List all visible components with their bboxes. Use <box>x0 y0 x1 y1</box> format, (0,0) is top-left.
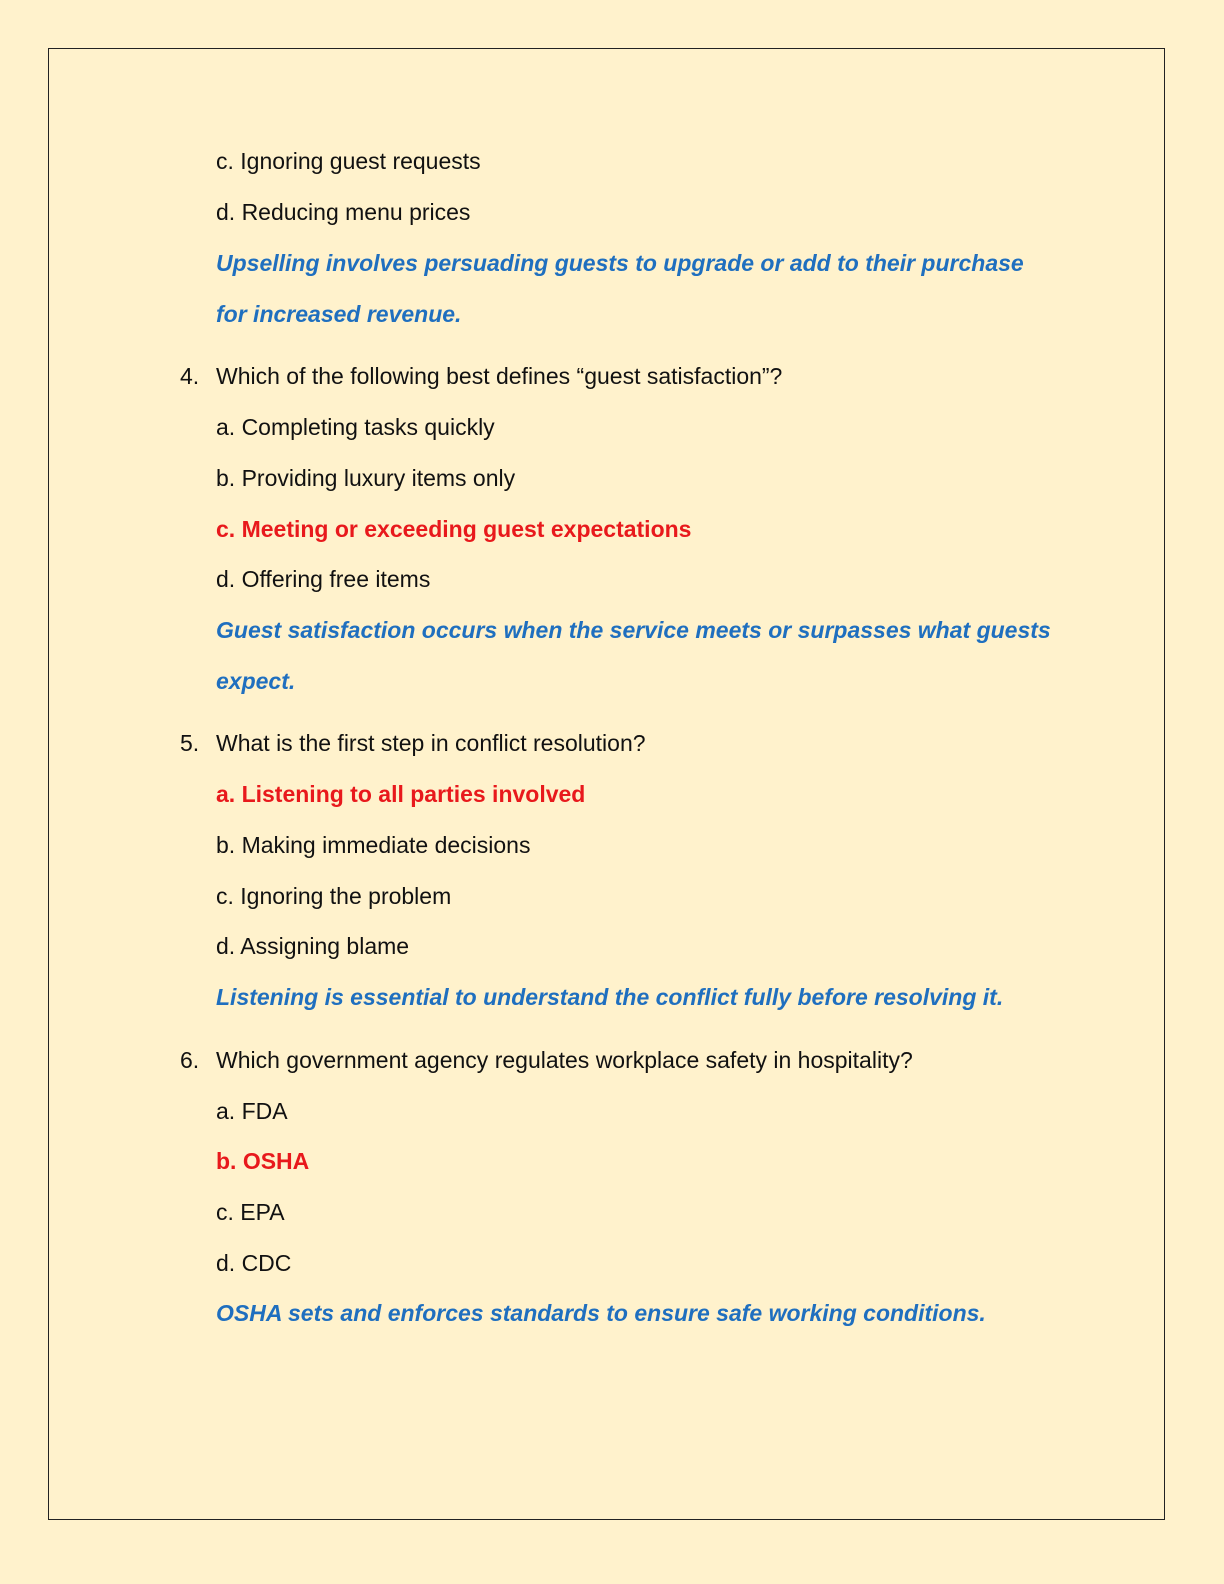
question-number-4: 4. <box>180 363 200 389</box>
option-q4-a: a. Completing tasks quickly <box>216 414 495 440</box>
explanation-q6-line1: OSHA sets and enforces standards to ensure safe working conditions. <box>216 1300 986 1326</box>
question-number-6: 6. <box>180 1047 200 1073</box>
question-text-4: Which of the following best defines “guest satisfaction”? <box>216 363 783 389</box>
option-q6-b-correct: b. OSHA <box>216 1148 310 1174</box>
option-q4-c-correct: c. Meeting or exceeding guest expectations <box>216 516 692 542</box>
option-q4-b: b. Providing luxury items only <box>216 465 516 491</box>
explanation-q5-line1: Listening is essential to understand the conflict fully before resolving it. <box>216 984 1004 1010</box>
option-q5-b: b. Making immediate decisions <box>216 832 531 858</box>
question-text-6: Which government agency regulates workplace safety in hospitality? <box>216 1047 913 1073</box>
option-q6-a: a. FDA <box>216 1098 288 1124</box>
explanation-q4-line1: Guest satisfaction occurs when the service meets or surpasses what guests <box>216 617 1051 643</box>
explanation-q3-line2: for increased revenue. <box>216 301 462 327</box>
explanation-q3-line1: Upselling involves persuading guests to upgrade or add to their purchase <box>216 250 1024 276</box>
option-q4-d: d. Offering free items <box>216 566 431 592</box>
option-q5-d: d. Assigning blame <box>216 933 410 959</box>
option-q3-c: c. Ignoring guest requests <box>216 148 481 174</box>
option-q5-c: c. Ignoring the problem <box>216 883 452 909</box>
option-q3-d: d. Reducing menu prices <box>216 199 471 225</box>
option-q6-d: d. CDC <box>216 1250 292 1276</box>
option-q5-a-correct: a. Listening to all parties involved <box>216 781 586 807</box>
question-number-5: 5. <box>180 730 200 756</box>
explanation-q4-line2: expect. <box>216 668 296 694</box>
option-q6-c: c. EPA <box>216 1199 285 1225</box>
question-text-5: What is the first step in conflict resolution? <box>216 730 646 756</box>
